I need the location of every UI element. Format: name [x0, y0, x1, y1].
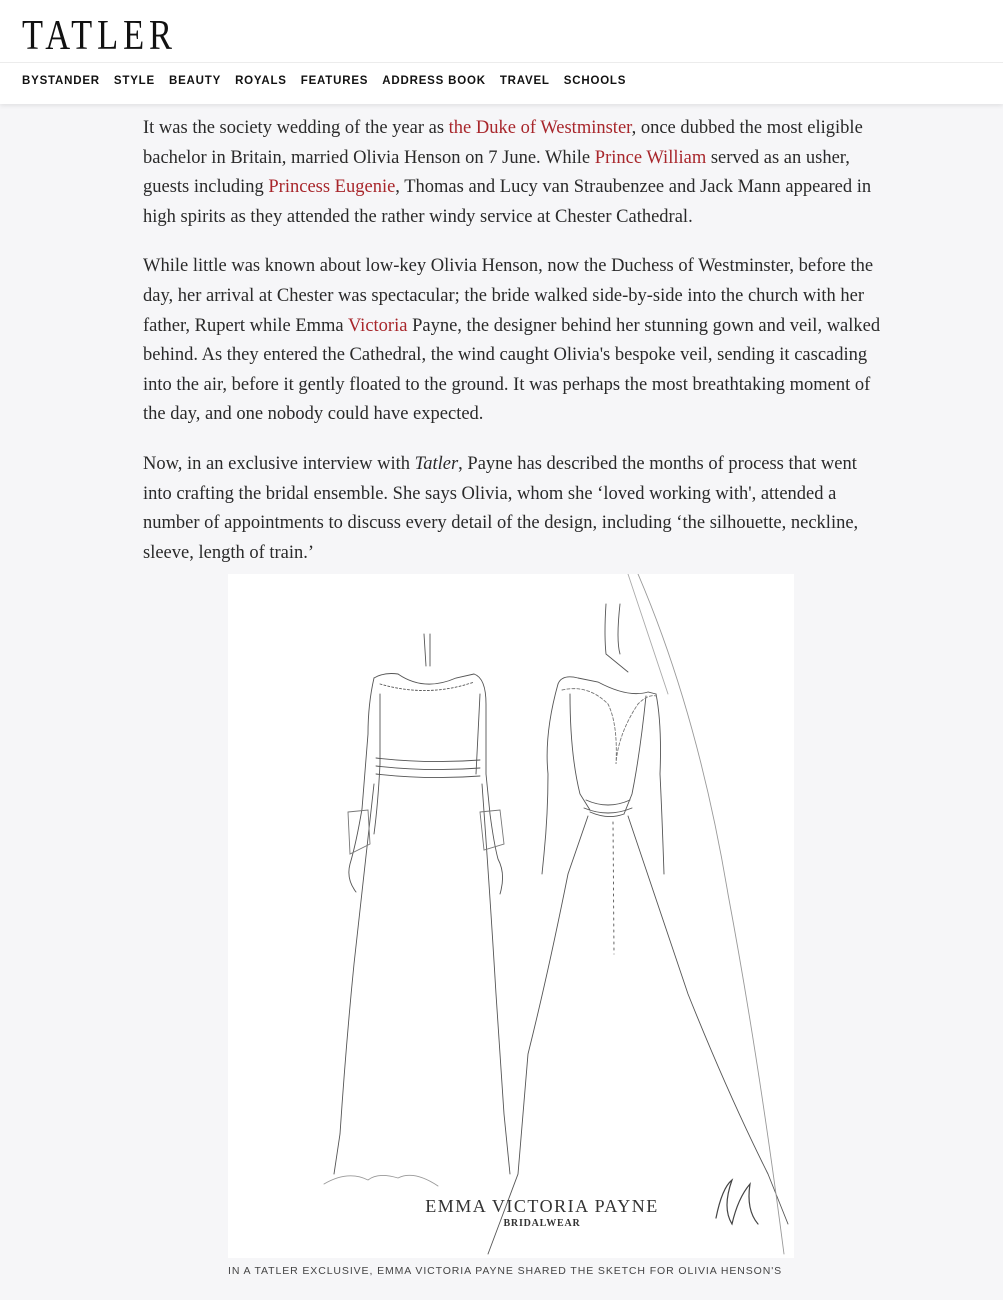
nav-item-beauty[interactable]: BEAUTY	[168, 75, 222, 87]
nav-item-travel[interactable]: TRAVEL	[499, 75, 550, 87]
paragraph-text: served as an usher, guests including	[143, 147, 850, 198]
nav-item-style[interactable]: STYLE	[113, 75, 155, 87]
link-prince-william[interactable]: Prince William	[594, 147, 707, 168]
article-body	[143, 114, 888, 588]
paragraph-text: It was the society wedding of the year as	[143, 118, 449, 138]
article-paragraph-3	[143, 450, 888, 568]
figure-caption: IN A TATLER EXCLUSIVE, EMMA VICTORIA PAYNE SHARED THE SKETCH FOR OLIVIA HENSON'S	[228, 1265, 783, 1277]
paragraph-text: , once dubbed the most eligible bachelor in Britain, married Olivia Henson on 7 June. While	[143, 118, 863, 168]
masthead	[0, 0, 1003, 104]
designer-mark: EMMA VICTORIA PAYNE	[425, 1196, 659, 1216]
link-victoria[interactable]: Victoria	[347, 315, 408, 336]
gown-sketch-figure	[228, 574, 794, 1258]
paragraph-text: While little was known about low-key Olivia Henson, now the Duchess of Westminster, before the day, her arrival at Chester was spectacular; the bride walked side-by-side into the church with her father, Rupert while Emma	[143, 256, 874, 336]
link-duke-of-westminster[interactable]: the Duke of Westminster	[448, 118, 632, 138]
article-paragraph-2	[143, 252, 888, 430]
link-princess-eugenie[interactable]: Princess Eugenie	[268, 177, 396, 198]
nav-item-bystander[interactable]: BYSTANDER	[22, 75, 100, 87]
article-paragraph-1	[143, 114, 888, 232]
designer-sub-mark: BRIDALWEAR	[503, 1218, 581, 1229]
paragraph-text: Payne, the designer behind her stunning gown and veil, walked behind. As they entered the Cathedral, the wind caught Olivia's bespoke veil, sending it cascading into the air, before it gently floated to the ground. It was perhaps the most breathtaking moment of the day, and one nobody could have expected.	[143, 315, 881, 425]
main-nav	[22, 75, 626, 87]
nav-item-royals[interactable]: ROYALS	[235, 75, 287, 87]
nav-divider	[0, 62, 1003, 63]
publication-name: Tatler	[414, 453, 459, 474]
tatler-logo[interactable]: TATLER	[22, 13, 177, 59]
gown-sketch-illustration	[228, 574, 794, 1258]
paragraph-text: , Thomas and Lucy van Straubenzee and Jack Mann appeared in high spirits as they attended the rather windy service at Chester Cathedral.	[143, 177, 872, 227]
nav-item-address-book[interactable]: ADDRESS BOOK	[382, 75, 486, 87]
paragraph-text: , Payne has described the months of process that went into crafting the bridal ensemble. She says Olivia, whom she ‘loved working with', attended a number of appointments to discuss every detail of the design, including ‘the silhouette, neckline, sleeve, length of train.’	[143, 453, 859, 563]
nav-item-schools[interactable]: SCHOOLS	[563, 75, 627, 87]
nav-item-features[interactable]: FEATURES	[300, 75, 369, 87]
paragraph-text: Now, in an exclusive interview with	[143, 453, 415, 474]
